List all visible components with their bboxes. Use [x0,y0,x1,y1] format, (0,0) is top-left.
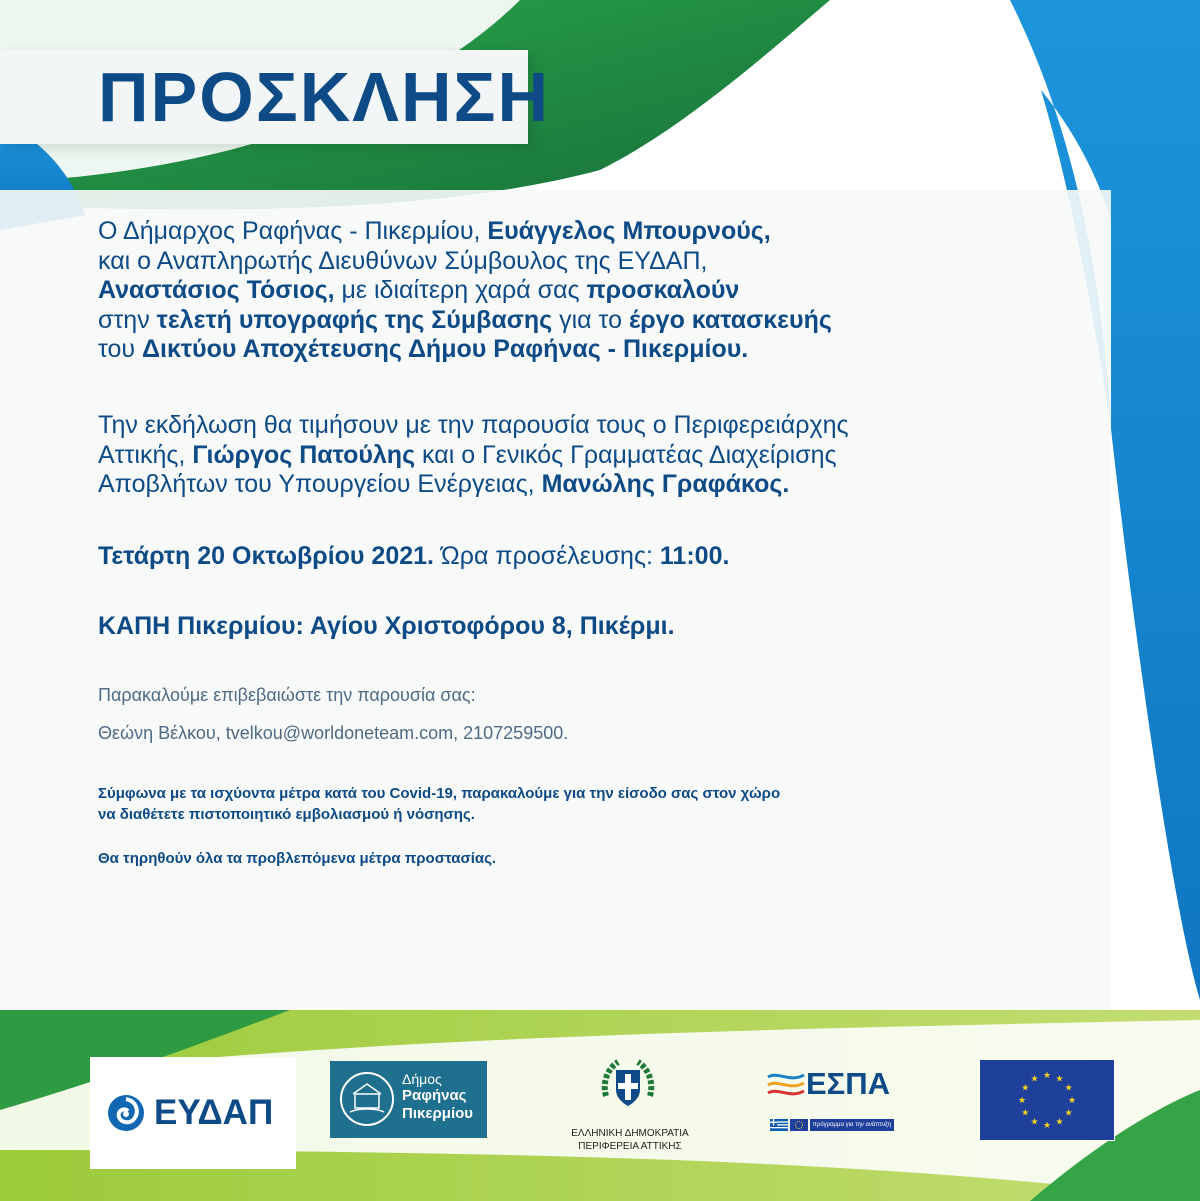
venue-line: ΚΑΠΗ Πικερμίου: Αγίου Χριστοφόρου 8, Πικέρμι. [98,612,675,641]
eu-stars-icon [980,1060,1114,1140]
invitation-body [98,217,1098,869]
dimos-name-2: Πικερμίου [402,1105,474,1122]
rsvp-contact: Θεώνη Βέλκου, tvelkou@worldoneteam.com, 2107259500. [98,723,569,744]
greek-coat-of-arms-icon [596,1056,660,1120]
eu-star: ★ [1017,1095,1027,1105]
dimos-rafinas-logo [330,1061,487,1138]
eu-star: ★ [1064,1107,1073,1118]
covid-note-line-2: να διαθέτετε πιστοποιητικό εμβολιασμού ή νόσησης. [98,806,475,824]
eydap-logo [90,1057,296,1169]
eydap-swirl-icon [106,1093,146,1133]
paragraph-1-line-2: και ο Αναπληρωτής Διευθύνων Σύμβουλος της ΕΥΔΑΠ, [98,246,708,275]
town-emblem-icon [338,1070,396,1128]
page-title: ΠΡΟΣΚΛΗΣΗ [98,58,551,136]
eu-star: ★ [1042,1120,1052,1130]
espa-waves-icon [766,1069,806,1105]
covid-note-line-1: Σύμφωνα με τα ισχύοντα μέτρα κατά του Covid-19, παρακαλούμε για την είσοδο σας στον χώρο [98,785,781,803]
dimos-label: Δήμος [402,1071,442,1087]
eu-star: ★ [1042,1070,1052,1080]
perifereia-line-1: ΕΛΛΗΝΙΚΗ ΔΗΜΟΚΡΑΤΙΑ [571,1128,689,1139]
greek-flag-icon [770,1119,788,1131]
eu-star: ★ [1067,1095,1077,1105]
eu-star: ★ [1021,1107,1030,1118]
date-time-line: Τετάρτη 20 Οκτωβρίου 2021. Ώρα προσέλευσης: 11:00. [98,541,730,570]
eu-star: ★ [1055,1116,1064,1127]
eu-star: ★ [1030,1073,1039,1084]
eu-star: ★ [1021,1082,1030,1093]
paragraph-1-line-1: Ο Δήμαρχος Ραφήνας - Πικερμίου, Ευάγγελος Μπουρνούς, [98,217,771,245]
perifereia-attikis-logo [540,1056,720,1176]
covid-note-line-3: Θα τηρηθούν όλα τα προβλεπόμενα μέτρα προστασίας. [98,850,497,868]
paragraph-1-line-4: στην τελετή υπογραφής της Σύμβασης για το έργο κατασκευής [98,305,832,334]
perifereia-line-2: ΠΕΡΙΦΕΡΕΙΑ ΑΤΤΙΚΗΣ [578,1141,682,1152]
espa-tagline: πρόγραμμα για την ανάπτυξη [810,1119,894,1131]
paragraph-1-line-5: του Δικτύου Αποχέτευσης Δήμου Ραφήνας - Πικερμίου. [98,335,749,364]
paragraph-2-line-1: Την εκδήλωση θα τιμήσουν με την παρουσία τους ο Περιφερειάρχης [98,410,849,439]
eydap-wordmark: ΕΥΔΑΠ [154,1093,274,1132]
eu-flag-logo [979,1059,1115,1141]
eu-star: ★ [1030,1116,1039,1127]
dimos-name-1: Ραφήνας [402,1087,467,1104]
paragraph-1-line-3: Αναστάσιος Τόσιος, με ιδιαίτερη χαρά σας προσκαλούν [98,276,740,305]
paragraph-2-line-2: Αττικής, Γιώργος Πατούλης και ο Γενικός Γραμματέας Διαχείρισης [98,440,837,469]
eu-star: ★ [1064,1082,1073,1093]
espa-logo [766,1065,896,1135]
eu-flag-small-icon [790,1119,808,1131]
rsvp-label: Παρακαλούμε επιβεβαιώστε την παρουσία σας: [98,685,476,706]
paragraph-2-line-3: Αποβλήτων του Υπουργείου Ενέργειας, Μανώλης Γραφάκος. [98,470,790,499]
espa-wordmark: ΕΣΠΑ [806,1066,891,1101]
eu-star: ★ [1055,1073,1064,1084]
sponsor-logos [0,1030,1200,1201]
